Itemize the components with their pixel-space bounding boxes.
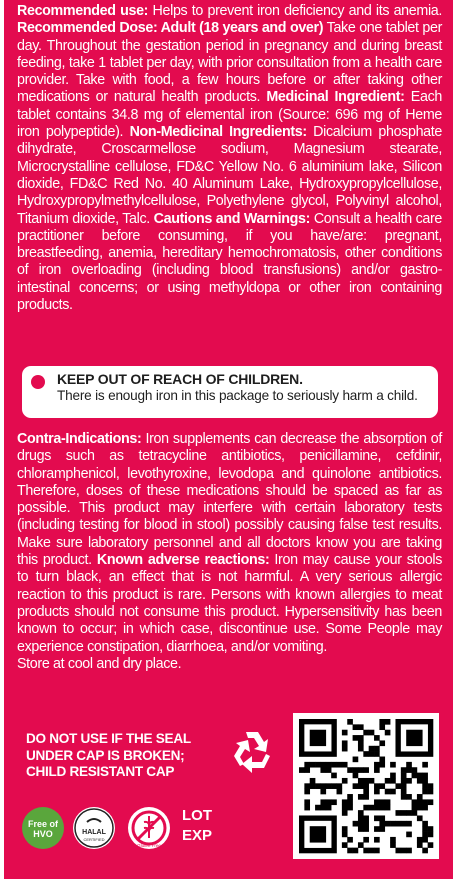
section-heading: Known adverse reactions: bbox=[96, 552, 270, 569]
qr-module bbox=[390, 837, 396, 843]
qr-module bbox=[347, 767, 353, 773]
hvo-badge-line-1: Free of bbox=[27, 819, 58, 829]
qr-module bbox=[363, 837, 369, 843]
qr-module bbox=[422, 848, 428, 854]
qr-module bbox=[422, 799, 428, 805]
qr-module bbox=[304, 762, 310, 768]
qr-module bbox=[412, 773, 418, 779]
qr-module bbox=[353, 757, 359, 763]
qr-module bbox=[401, 773, 407, 779]
qr-module bbox=[406, 730, 422, 746]
qr-module bbox=[337, 789, 343, 795]
section-text: Consult a health care practitioner before consuming, if you have/are: pregnant, breastfeeding, anemia, hereditary hemochromatosis, other conditions of iron overloading (including blood transfusions) and/or gastro-intestinal concerns; or using methyldopa or other iron containing products. bbox=[17, 210, 442, 314]
qr-module bbox=[363, 783, 369, 789]
qr-module bbox=[412, 805, 418, 811]
qr-module bbox=[331, 799, 337, 805]
qr-module bbox=[310, 730, 326, 746]
qr-module bbox=[417, 815, 423, 821]
qr-module bbox=[363, 821, 369, 827]
qr-module bbox=[395, 848, 401, 854]
lot-exp-block bbox=[182, 806, 212, 846]
directions-text-block bbox=[17, 3, 442, 314]
qr-module bbox=[412, 799, 418, 805]
qr-module bbox=[406, 794, 412, 800]
qr-module bbox=[422, 762, 428, 768]
qr-module bbox=[374, 837, 380, 843]
qr-module bbox=[395, 783, 401, 789]
qr-module bbox=[374, 815, 380, 821]
qr-module bbox=[422, 805, 428, 811]
qr-module bbox=[304, 767, 310, 773]
section-text: Helps to prevent iron deficiency and its anemia. bbox=[148, 3, 442, 19]
section-heading: Recommended Dose: Adult (18 years and over) bbox=[17, 20, 324, 37]
qr-module bbox=[401, 794, 407, 800]
qr-module bbox=[315, 762, 321, 768]
section-text: Dicalcium phosphate dihydrate, Croscarmellose sodium, Magnesium stearate, Microcrystalline cellulose, FD&C Yellow No. 6 aluminium lake, Silicon dioxide, FD&C Red No. 40 Aluminum Lake, Hydroxypropylcellulose, Hydroxypropylmethylcellulose, Polyethylene glycol, Polyvinyl alcohol, Titanium dioxide, Talc. bbox=[17, 124, 443, 227]
qr-module bbox=[342, 746, 348, 752]
qr-module bbox=[369, 848, 375, 854]
qr-module bbox=[417, 842, 423, 848]
qr-module bbox=[320, 762, 326, 768]
qr-module bbox=[379, 815, 385, 821]
qr-module bbox=[331, 773, 337, 779]
qr-module bbox=[342, 832, 348, 838]
qr-module bbox=[315, 805, 321, 811]
qr-module bbox=[363, 778, 369, 784]
qr-module bbox=[417, 805, 423, 811]
qr-module bbox=[358, 821, 364, 827]
qr-module bbox=[374, 751, 380, 757]
qr-module bbox=[320, 783, 326, 789]
gluten-free-text: Gluten Free bbox=[137, 843, 161, 848]
qr-module bbox=[379, 740, 385, 746]
qr-module bbox=[374, 735, 380, 741]
qr-module bbox=[412, 767, 418, 773]
qr-module bbox=[342, 810, 348, 816]
qr-module bbox=[401, 848, 407, 854]
qr-module bbox=[363, 794, 369, 800]
qr-module bbox=[358, 724, 364, 730]
qr-module bbox=[422, 832, 428, 838]
qr-module bbox=[390, 842, 396, 848]
qr-module bbox=[374, 805, 380, 811]
qr-module bbox=[374, 783, 380, 789]
qr-module bbox=[331, 762, 337, 768]
product-label-panel bbox=[4, 0, 453, 879]
qr-module bbox=[401, 789, 407, 795]
qr-module bbox=[358, 810, 364, 816]
qr-module bbox=[320, 789, 326, 795]
qr-module bbox=[363, 805, 369, 811]
qr-module bbox=[353, 848, 359, 854]
qr-module bbox=[379, 724, 385, 730]
qr-module bbox=[363, 826, 369, 832]
qr-module bbox=[358, 783, 364, 789]
contraindications-runs bbox=[17, 431, 442, 655]
qr-module bbox=[385, 730, 391, 736]
qr-module bbox=[347, 794, 353, 800]
qr-module bbox=[342, 799, 348, 805]
qr-module bbox=[422, 773, 428, 779]
qr-module bbox=[342, 842, 348, 848]
qr-module bbox=[390, 762, 396, 768]
section-heading: Cautions and Warnings: bbox=[153, 210, 311, 227]
qr-module bbox=[369, 730, 375, 736]
warning-heading: KEEP OUT OF REACH OF CHILDREN. bbox=[57, 371, 303, 387]
qr-module bbox=[342, 730, 348, 736]
qr-module bbox=[422, 821, 428, 827]
qr-module bbox=[326, 799, 332, 805]
qr-module bbox=[347, 799, 353, 805]
qr-module bbox=[385, 789, 391, 795]
section-heading: Contra-Indications: bbox=[17, 431, 142, 447]
qr-module bbox=[347, 837, 353, 843]
qr-module bbox=[363, 815, 369, 821]
exp-label: EXP bbox=[182, 827, 213, 844]
qr-module bbox=[390, 789, 396, 795]
qr-module bbox=[428, 789, 434, 795]
qr-module bbox=[358, 740, 364, 746]
qr-module bbox=[347, 848, 353, 854]
qr-module bbox=[395, 821, 401, 827]
qr-module bbox=[310, 762, 316, 768]
qr-module bbox=[342, 778, 348, 784]
qr-module bbox=[347, 805, 353, 811]
qr-module bbox=[417, 837, 423, 843]
qr-module bbox=[358, 794, 364, 800]
qr-module bbox=[390, 778, 396, 784]
qr-module bbox=[422, 837, 428, 843]
qr-module bbox=[342, 826, 348, 832]
qr-module bbox=[358, 778, 364, 784]
warning-text: There is enough iron in this package to seriously harm a child. bbox=[57, 388, 418, 403]
qr-module bbox=[406, 767, 412, 773]
qr-code bbox=[293, 713, 439, 859]
qr-module bbox=[337, 783, 343, 789]
qr-module bbox=[428, 799, 434, 805]
qr-module bbox=[406, 762, 412, 768]
qr-module bbox=[379, 805, 385, 811]
qr-module bbox=[422, 778, 428, 784]
section-heading: Recommended use: bbox=[17, 3, 149, 19]
qr-module bbox=[374, 799, 380, 805]
qr-module bbox=[353, 724, 359, 730]
section-heading: Medicinal Ingredient: bbox=[266, 89, 405, 106]
section-text: Each tablet contains 34.8 mg of elemental iron (Source: 696 mg of Heme iron polypeptide). bbox=[17, 89, 442, 141]
qr-module bbox=[337, 762, 343, 768]
seal-line-1: DO NOT USE IF THE SEAL bbox=[26, 731, 191, 746]
qr-module bbox=[379, 826, 385, 832]
qr-module bbox=[326, 767, 332, 773]
qr-module bbox=[326, 783, 332, 789]
qr-module bbox=[385, 778, 391, 784]
qr-module bbox=[353, 735, 359, 741]
qr-module bbox=[358, 815, 364, 821]
qr-module bbox=[310, 783, 316, 789]
qr-module bbox=[412, 810, 418, 816]
qr-module bbox=[315, 783, 321, 789]
section-text: Take one tablet per day. Throughout the gestation period in pregnancy and during breast feeding, take 1 tablet per day, with prior consultation from a health care provider. Take with food, a few hours before or after taking other medications or natural health products. bbox=[17, 20, 442, 106]
qr-module bbox=[401, 783, 407, 789]
qr-module bbox=[379, 719, 385, 725]
qr-module bbox=[347, 719, 353, 725]
qr-module bbox=[385, 719, 391, 725]
qr-module bbox=[353, 773, 359, 779]
qr-module bbox=[374, 826, 380, 832]
qr-module bbox=[320, 805, 326, 811]
qr-module bbox=[401, 778, 407, 784]
qr-module bbox=[369, 746, 375, 752]
section-heading: Non-Medicinal Ingredients: bbox=[129, 124, 307, 141]
qr-module bbox=[374, 789, 380, 795]
recycle-icon bbox=[226, 726, 278, 778]
qr-module bbox=[379, 821, 385, 827]
qr-module bbox=[342, 762, 348, 768]
qr-module bbox=[422, 789, 428, 795]
qr-module bbox=[406, 821, 412, 827]
qr-module bbox=[390, 773, 396, 779]
qr-module bbox=[299, 767, 305, 773]
qr-module bbox=[326, 762, 332, 768]
qr-module bbox=[428, 832, 434, 838]
halal-certified-badge bbox=[73, 807, 115, 849]
qr-module bbox=[342, 805, 348, 811]
qr-module bbox=[379, 799, 385, 805]
qr-module bbox=[374, 848, 380, 854]
qr-module bbox=[406, 848, 412, 854]
qr-module bbox=[310, 778, 316, 784]
qr-module bbox=[379, 757, 385, 763]
qr-code-pattern bbox=[293, 713, 439, 859]
qr-module bbox=[331, 783, 337, 789]
qr-module bbox=[401, 767, 407, 773]
qr-module bbox=[390, 821, 396, 827]
qr-module bbox=[363, 848, 369, 854]
qr-module bbox=[320, 767, 326, 773]
qr-module bbox=[395, 810, 401, 816]
qr-module bbox=[385, 805, 391, 811]
child-warning-box bbox=[22, 366, 438, 418]
warning-dot-icon bbox=[31, 375, 45, 389]
qr-module bbox=[406, 832, 412, 838]
qr-module bbox=[369, 805, 375, 811]
qr-module bbox=[385, 799, 391, 805]
lot-label: LOT bbox=[182, 807, 212, 824]
qr-module bbox=[417, 773, 423, 779]
qr-module bbox=[385, 821, 391, 827]
qr-module bbox=[406, 778, 412, 784]
qr-module bbox=[326, 805, 332, 811]
qr-module bbox=[422, 783, 428, 789]
qr-module bbox=[374, 746, 380, 752]
qr-module bbox=[417, 794, 423, 800]
qr-module bbox=[374, 762, 380, 768]
qr-module bbox=[417, 799, 423, 805]
qr-module bbox=[310, 826, 326, 842]
qr-module bbox=[363, 789, 369, 795]
hvo-badge-line-2: HVO bbox=[33, 829, 53, 839]
qr-module bbox=[428, 826, 434, 832]
gluten-free-icon bbox=[128, 807, 170, 849]
qr-module bbox=[353, 821, 359, 827]
qr-module bbox=[401, 821, 407, 827]
qr-module bbox=[358, 767, 364, 773]
qr-module bbox=[358, 826, 364, 832]
qr-module bbox=[428, 842, 434, 848]
qr-module bbox=[379, 762, 385, 768]
free-of-hvo-badge bbox=[22, 807, 64, 849]
qr-module bbox=[304, 783, 310, 789]
contraindications-text-block bbox=[17, 431, 442, 673]
qr-module bbox=[304, 789, 310, 795]
halal-text: HALAL bbox=[82, 829, 106, 836]
qr-module bbox=[342, 740, 348, 746]
qr-module bbox=[369, 778, 375, 784]
qr-module bbox=[353, 783, 359, 789]
qr-module bbox=[304, 805, 310, 811]
qr-module bbox=[369, 751, 375, 757]
qr-module bbox=[320, 799, 326, 805]
qr-module bbox=[363, 751, 369, 757]
section-text: Iron supplements can decrease the absorption of drugs such as tetracycline antibiotics, penicillamine, cefdinir, chloramphenicol, levothyroxine, levodopa and quinolone antibiotics. Therefore, doses of these medications should be spaced as far as possible. This product may interfere with certain laboratory tests (including testing for blood in stool) possibly causing false test results. Make sure laboratory personnel and all doctors know you are taking this product. bbox=[17, 431, 442, 569]
qr-module bbox=[358, 842, 364, 848]
qr-module bbox=[379, 783, 385, 789]
halal-sub-text: CERTIFIED bbox=[83, 837, 105, 842]
qr-module bbox=[374, 767, 380, 773]
qr-module bbox=[417, 778, 423, 784]
qr-module bbox=[363, 767, 369, 773]
qr-module bbox=[304, 799, 310, 805]
halal-seal-icon bbox=[73, 807, 115, 849]
qr-module bbox=[363, 730, 369, 736]
qr-module bbox=[358, 735, 364, 741]
qr-module bbox=[406, 810, 412, 816]
qr-module bbox=[353, 767, 359, 773]
qr-module bbox=[422, 826, 428, 832]
seal-warning bbox=[26, 731, 191, 781]
gluten-free-badge bbox=[128, 807, 170, 849]
qr-module bbox=[401, 810, 407, 816]
seal-line-3: CHILD RESISTANT CAP bbox=[26, 764, 175, 779]
qr-module bbox=[428, 783, 434, 789]
section-text: Iron may cause your stools to turn black, an effect that is not harmful. A very serious allergic reaction to this product is rare. Persons with known allergies to meat products should not consume this product. Hypersensitivity has been known to occur; in which case, discontinue use. Some People may experience constipation, diarrhoea, and/or vomiting. bbox=[17, 552, 442, 655]
seal-line-2: UNDER CAP IS BROKEN; bbox=[26, 747, 185, 763]
storage-text: Store at cool and dry place. bbox=[17, 655, 182, 672]
qr-module bbox=[358, 746, 364, 752]
